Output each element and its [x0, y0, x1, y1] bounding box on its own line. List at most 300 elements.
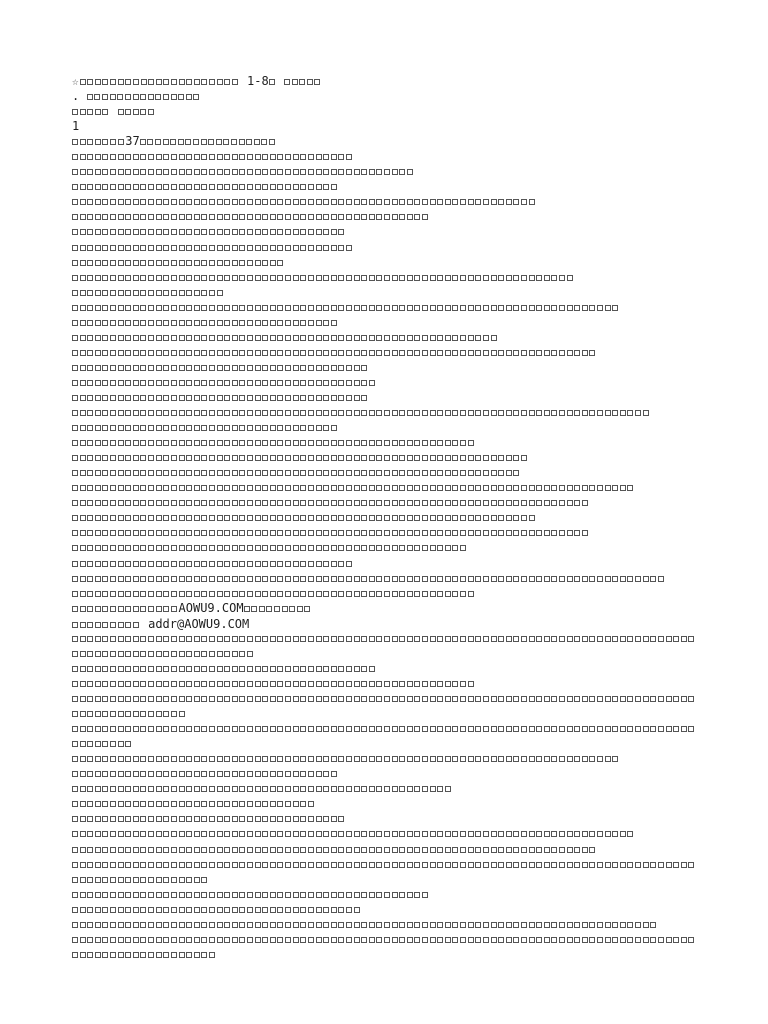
- missing-glyph-box: [376, 786, 382, 792]
- missing-glyph-box: [331, 154, 337, 160]
- missing-glyph-box: [399, 847, 405, 853]
- missing-glyph-box: [262, 395, 268, 401]
- missing-glyph-box: [369, 380, 375, 386]
- missing-glyph-box: [384, 831, 390, 837]
- missing-glyph-box: [277, 350, 283, 356]
- missing-glyph-box: [483, 199, 489, 205]
- missing-glyph-box: [437, 847, 443, 853]
- missing-glyph-box: [483, 922, 489, 928]
- word-space: [79, 94, 87, 100]
- missing-glyph-box: [445, 545, 451, 551]
- missing-glyph-box: [506, 515, 512, 521]
- missing-glyph-box: [217, 937, 223, 943]
- missing-glyph-box: [148, 109, 154, 115]
- missing-glyph-box: [133, 636, 139, 642]
- missing-glyph-box: [430, 576, 436, 582]
- missing-glyph-box: [277, 726, 283, 732]
- missing-glyph-box: [224, 786, 230, 792]
- missing-glyph-box: [140, 862, 146, 868]
- missing-glyph-box: [201, 455, 207, 461]
- missing-glyph-box: [316, 275, 322, 281]
- missing-glyph-box: [95, 380, 101, 386]
- missing-glyph-box: [316, 591, 322, 597]
- missing-glyph-box: [475, 485, 481, 491]
- missing-glyph-box: [95, 741, 101, 747]
- missing-glyph-box: [133, 530, 139, 536]
- missing-glyph-box: [95, 485, 101, 491]
- missing-glyph-box: [414, 681, 420, 687]
- missing-glyph-box: [239, 440, 245, 446]
- missing-glyph-box: [217, 214, 223, 220]
- missing-glyph-box: [567, 922, 573, 928]
- missing-glyph-box: [392, 440, 398, 446]
- missing-glyph-box: [597, 726, 603, 732]
- missing-glyph-box: [201, 320, 207, 326]
- missing-glyph-box: [224, 545, 230, 551]
- missing-glyph-box: [262, 545, 268, 551]
- missing-glyph-box: [163, 470, 169, 476]
- missing-glyph-box: [247, 816, 253, 822]
- missing-glyph-box: [300, 425, 306, 431]
- missing-glyph-box: [308, 862, 314, 868]
- missing-glyph-box: [475, 847, 481, 853]
- missing-glyph-box: [255, 199, 261, 205]
- missing-glyph-box: [255, 937, 261, 943]
- missing-glyph-box: [300, 756, 306, 762]
- missing-glyph-box: [498, 275, 504, 281]
- missing-glyph-box: [506, 831, 512, 837]
- missing-glyph-box: [110, 741, 116, 747]
- missing-glyph-box: [323, 380, 329, 386]
- missing-glyph-box: [239, 816, 245, 822]
- missing-glyph-box: [102, 184, 108, 190]
- missing-glyph-box: [384, 862, 390, 868]
- missing-glyph-box: [551, 862, 557, 868]
- missing-glyph-box: [163, 711, 169, 717]
- missing-glyph-box: [285, 847, 291, 853]
- missing-glyph-box: [414, 500, 420, 506]
- missing-glyph-box: [392, 335, 398, 341]
- missing-glyph-box: [194, 801, 200, 807]
- missing-glyph-box: [399, 937, 405, 943]
- missing-glyph-box: [224, 455, 230, 461]
- missing-glyph-box: [72, 380, 78, 386]
- missing-glyph-box: [186, 726, 192, 732]
- missing-glyph-box: [445, 410, 451, 416]
- missing-glyph-box: [246, 139, 252, 145]
- missing-glyph-box: [399, 726, 405, 732]
- missing-glyph-box: [361, 666, 367, 672]
- missing-glyph-box: [323, 576, 329, 582]
- missing-glyph-box: [529, 862, 535, 868]
- missing-glyph-box: [331, 576, 337, 582]
- missing-glyph-box: [293, 395, 299, 401]
- missing-glyph-box: [491, 275, 497, 281]
- missing-glyph-box: [308, 425, 314, 431]
- missing-glyph-box: [293, 591, 299, 597]
- missing-glyph-box: [179, 576, 185, 582]
- missing-glyph-box: [194, 229, 200, 235]
- missing-glyph-box: [620, 576, 626, 582]
- text-line: [72, 255, 712, 270]
- missing-glyph-box: [361, 756, 367, 762]
- missing-glyph-box: [140, 831, 146, 837]
- missing-glyph-box: [80, 229, 86, 235]
- missing-glyph-box: [574, 410, 580, 416]
- missing-glyph-box: [247, 275, 253, 281]
- missing-glyph-box: [255, 365, 261, 371]
- missing-glyph-box: [270, 425, 276, 431]
- missing-glyph-box: [475, 305, 481, 311]
- missing-glyph-box: [87, 561, 93, 567]
- missing-glyph-box: [316, 169, 322, 175]
- missing-glyph-box: [148, 184, 154, 190]
- missing-glyph-box: [285, 320, 291, 326]
- missing-glyph-box: [574, 922, 580, 928]
- missing-glyph-box: [293, 425, 299, 431]
- missing-glyph-box: [293, 485, 299, 491]
- missing-glyph-box: [300, 591, 306, 597]
- missing-glyph-box: [308, 455, 314, 461]
- missing-glyph-box: [125, 530, 131, 536]
- missing-glyph-box: [597, 756, 603, 762]
- missing-glyph-box: [460, 410, 466, 416]
- missing-glyph-box: [468, 831, 474, 837]
- missing-glyph-box: [582, 831, 588, 837]
- text-line: [72, 601, 712, 616]
- missing-glyph-box: [627, 726, 633, 732]
- missing-glyph-box: [224, 937, 230, 943]
- missing-glyph-box: [262, 576, 268, 582]
- missing-glyph-box: [551, 485, 557, 491]
- missing-glyph-box: [475, 275, 481, 281]
- missing-glyph-box: [574, 350, 580, 356]
- missing-glyph-box: [224, 771, 230, 777]
- missing-glyph-box: [262, 229, 268, 235]
- missing-glyph-box: [338, 229, 344, 235]
- missing-glyph-box: [285, 184, 291, 190]
- missing-glyph-box: [140, 952, 146, 958]
- missing-glyph-box: [118, 260, 124, 266]
- missing-glyph-box: [331, 831, 337, 837]
- missing-glyph-box: [156, 576, 162, 582]
- missing-glyph-box: [437, 199, 443, 205]
- missing-glyph-box: [87, 786, 93, 792]
- missing-glyph-box: [369, 666, 375, 672]
- missing-glyph-box: [156, 831, 162, 837]
- missing-glyph-box: [354, 455, 360, 461]
- missing-glyph-box: [209, 350, 215, 356]
- missing-glyph-box: [346, 591, 352, 597]
- missing-glyph-box: [407, 892, 413, 898]
- missing-glyph-box: [194, 862, 200, 868]
- missing-glyph-box: [460, 530, 466, 536]
- missing-glyph-box: [231, 139, 237, 145]
- missing-glyph-box: [247, 530, 253, 536]
- missing-glyph-box: [262, 561, 268, 567]
- missing-glyph-box: [171, 545, 177, 551]
- missing-glyph-box: [201, 907, 207, 913]
- text-line: [72, 300, 712, 315]
- missing-glyph-box: [399, 545, 405, 551]
- text-fragment: .: [72, 89, 80, 104]
- missing-glyph-box: [300, 545, 306, 551]
- missing-glyph-box: [277, 395, 283, 401]
- missing-glyph-box: [224, 666, 230, 672]
- missing-glyph-box: [627, 410, 633, 416]
- missing-glyph-box: [224, 79, 230, 85]
- missing-glyph-box: [247, 395, 253, 401]
- missing-glyph-box: [270, 214, 276, 220]
- missing-glyph-box: [529, 485, 535, 491]
- missing-glyph-box: [125, 922, 131, 928]
- missing-glyph-box: [125, 786, 131, 792]
- missing-glyph-box: [239, 756, 245, 762]
- missing-glyph-box: [102, 245, 108, 251]
- missing-glyph-box: [110, 877, 116, 883]
- missing-glyph-box: [87, 666, 93, 672]
- missing-glyph-box: [612, 937, 618, 943]
- missing-glyph-box: [589, 350, 595, 356]
- missing-glyph-box: [369, 937, 375, 943]
- missing-glyph-box: [255, 455, 261, 461]
- missing-glyph-box: [574, 756, 580, 762]
- text-line: [72, 360, 712, 375]
- missing-glyph-box: [125, 245, 131, 251]
- missing-glyph-box: [346, 892, 352, 898]
- missing-glyph-box: [460, 696, 466, 702]
- missing-glyph-box: [209, 365, 215, 371]
- missing-glyph-box: [338, 696, 344, 702]
- missing-glyph-box: [118, 139, 124, 145]
- missing-glyph-box: [392, 847, 398, 853]
- missing-glyph-box: [551, 726, 557, 732]
- missing-glyph-box: [392, 275, 398, 281]
- missing-glyph-box: [118, 350, 124, 356]
- missing-glyph-box: [422, 726, 428, 732]
- missing-glyph-box: [582, 862, 588, 868]
- missing-glyph-box: [666, 696, 672, 702]
- missing-glyph-box: [376, 937, 382, 943]
- text-fragment: 1-8: [247, 74, 269, 88]
- missing-glyph-box: [559, 696, 565, 702]
- missing-glyph-box: [72, 184, 78, 190]
- missing-glyph-box: [270, 169, 276, 175]
- missing-glyph-box: [414, 455, 420, 461]
- missing-glyph-box: [262, 636, 268, 642]
- missing-glyph-box: [171, 290, 177, 296]
- missing-glyph-box: [171, 636, 177, 642]
- missing-glyph-box: [445, 440, 451, 446]
- missing-glyph-box: [247, 350, 253, 356]
- missing-glyph-box: [87, 530, 93, 536]
- missing-glyph-box: [369, 169, 375, 175]
- missing-glyph-box: [102, 681, 108, 687]
- missing-glyph-box: [80, 651, 86, 657]
- missing-glyph-box: [171, 229, 177, 235]
- missing-glyph-box: [232, 591, 238, 597]
- missing-glyph-box: [285, 380, 291, 386]
- missing-glyph-box: [163, 350, 169, 356]
- missing-glyph-box: [232, 816, 238, 822]
- missing-glyph-box: [148, 530, 154, 536]
- missing-glyph-box: [110, 545, 116, 551]
- missing-glyph-box: [255, 545, 261, 551]
- missing-glyph-box: [217, 260, 223, 266]
- missing-glyph-box: [277, 154, 283, 160]
- missing-glyph-box: [163, 199, 169, 205]
- missing-glyph-box: [262, 214, 268, 220]
- missing-glyph-box: [346, 937, 352, 943]
- missing-glyph-box: [361, 305, 367, 311]
- missing-glyph-box: [376, 831, 382, 837]
- missing-glyph-box: [346, 154, 352, 160]
- missing-glyph-box: [118, 245, 124, 251]
- missing-glyph-box: [171, 350, 177, 356]
- missing-glyph-box: [194, 350, 200, 356]
- missing-glyph-box: [437, 485, 443, 491]
- missing-glyph-box: [201, 79, 207, 85]
- missing-glyph-box: [688, 636, 694, 642]
- missing-glyph-box: [208, 139, 214, 145]
- missing-glyph-box: [468, 591, 474, 597]
- missing-glyph-box: [589, 831, 595, 837]
- missing-glyph-box: [201, 756, 207, 762]
- missing-glyph-box: [308, 937, 314, 943]
- missing-glyph-box: [354, 485, 360, 491]
- missing-glyph-box: [72, 410, 78, 416]
- missing-glyph-box: [331, 681, 337, 687]
- missing-glyph-box: [460, 350, 466, 356]
- missing-glyph-box: [80, 380, 86, 386]
- missing-glyph-box: [125, 410, 131, 416]
- missing-glyph-box: [179, 229, 185, 235]
- missing-glyph-box: [460, 681, 466, 687]
- missing-glyph-box: [346, 922, 352, 928]
- missing-glyph-box: [232, 530, 238, 536]
- missing-glyph-box: [422, 455, 428, 461]
- missing-glyph-box: [232, 395, 238, 401]
- missing-glyph-box: [338, 892, 344, 898]
- missing-glyph-box: [376, 576, 382, 582]
- missing-glyph-box: [239, 591, 245, 597]
- missing-glyph-box: [392, 500, 398, 506]
- missing-glyph-box: [194, 500, 200, 506]
- missing-glyph-box: [163, 79, 169, 85]
- missing-glyph-box: [308, 275, 314, 281]
- missing-glyph-box: [293, 470, 299, 476]
- missing-glyph-box: [475, 530, 481, 536]
- missing-glyph-box: [354, 591, 360, 597]
- missing-glyph-box: [72, 786, 78, 792]
- missing-glyph-box: [125, 320, 131, 326]
- missing-glyph-box: [217, 335, 223, 341]
- missing-glyph-box: [80, 184, 86, 190]
- missing-glyph-box: [186, 245, 192, 251]
- missing-glyph-box: [95, 681, 101, 687]
- missing-glyph-box: [369, 440, 375, 446]
- missing-glyph-box: [285, 771, 291, 777]
- missing-glyph-box: [285, 786, 291, 792]
- missing-glyph-box: [521, 756, 527, 762]
- missing-glyph-box: [217, 229, 223, 235]
- missing-glyph-box: [270, 275, 276, 281]
- missing-glyph-box: [392, 922, 398, 928]
- missing-glyph-box: [308, 561, 314, 567]
- missing-glyph-box: [262, 184, 268, 190]
- missing-glyph-box: [155, 94, 161, 100]
- missing-glyph-box: [140, 816, 146, 822]
- missing-glyph-box: [308, 696, 314, 702]
- missing-glyph-box: [498, 922, 504, 928]
- missing-glyph-box: [297, 606, 303, 612]
- missing-glyph-box: [255, 425, 261, 431]
- missing-glyph-box: [232, 470, 238, 476]
- missing-glyph-box: [316, 576, 322, 582]
- missing-glyph-box: [118, 425, 124, 431]
- missing-glyph-box: [156, 485, 162, 491]
- missing-glyph-box: [194, 260, 200, 266]
- missing-glyph-box: [201, 530, 207, 536]
- missing-glyph-box: [323, 455, 329, 461]
- missing-glyph-box: [323, 862, 329, 868]
- missing-glyph-box: [300, 681, 306, 687]
- text-line: [72, 571, 712, 586]
- missing-glyph-box: [567, 305, 573, 311]
- missing-glyph-box: [293, 892, 299, 898]
- missing-glyph-box: [308, 756, 314, 762]
- missing-glyph-box: [513, 410, 519, 416]
- missing-glyph-box: [232, 892, 238, 898]
- missing-glyph-box: [399, 591, 405, 597]
- missing-glyph-box: [148, 199, 154, 205]
- missing-glyph-box: [635, 636, 641, 642]
- missing-glyph-box: [217, 576, 223, 582]
- missing-glyph-box: [392, 350, 398, 356]
- missing-glyph-box: [414, 576, 420, 582]
- missing-glyph-box: [140, 877, 146, 883]
- missing-glyph-box: [156, 771, 162, 777]
- missing-glyph-box: [259, 606, 265, 612]
- missing-glyph-box: [194, 440, 200, 446]
- missing-glyph-box: [650, 922, 656, 928]
- missing-glyph-box: [80, 816, 86, 822]
- missing-glyph-box: [308, 320, 314, 326]
- missing-glyph-box: [95, 455, 101, 461]
- missing-glyph-box: [102, 395, 108, 401]
- missing-glyph-box: [323, 847, 329, 853]
- missing-glyph-box: [156, 350, 162, 356]
- missing-glyph-box: [452, 350, 458, 356]
- missing-glyph-box: [338, 335, 344, 341]
- missing-glyph-box: [582, 410, 588, 416]
- missing-glyph-box: [567, 847, 573, 853]
- missing-glyph-box: [308, 847, 314, 853]
- missing-glyph-box: [87, 831, 93, 837]
- missing-glyph-box: [468, 847, 474, 853]
- missing-glyph-box: [369, 470, 375, 476]
- missing-glyph-box: [148, 154, 154, 160]
- missing-glyph-box: [194, 199, 200, 205]
- missing-glyph-box: [399, 455, 405, 461]
- missing-glyph-box: [239, 139, 245, 145]
- missing-glyph-box: [156, 395, 162, 401]
- missing-glyph-box: [224, 816, 230, 822]
- missing-glyph-box: [574, 576, 580, 582]
- missing-glyph-box: [323, 169, 329, 175]
- missing-glyph-box: [513, 937, 519, 943]
- missing-glyph-box: [407, 545, 413, 551]
